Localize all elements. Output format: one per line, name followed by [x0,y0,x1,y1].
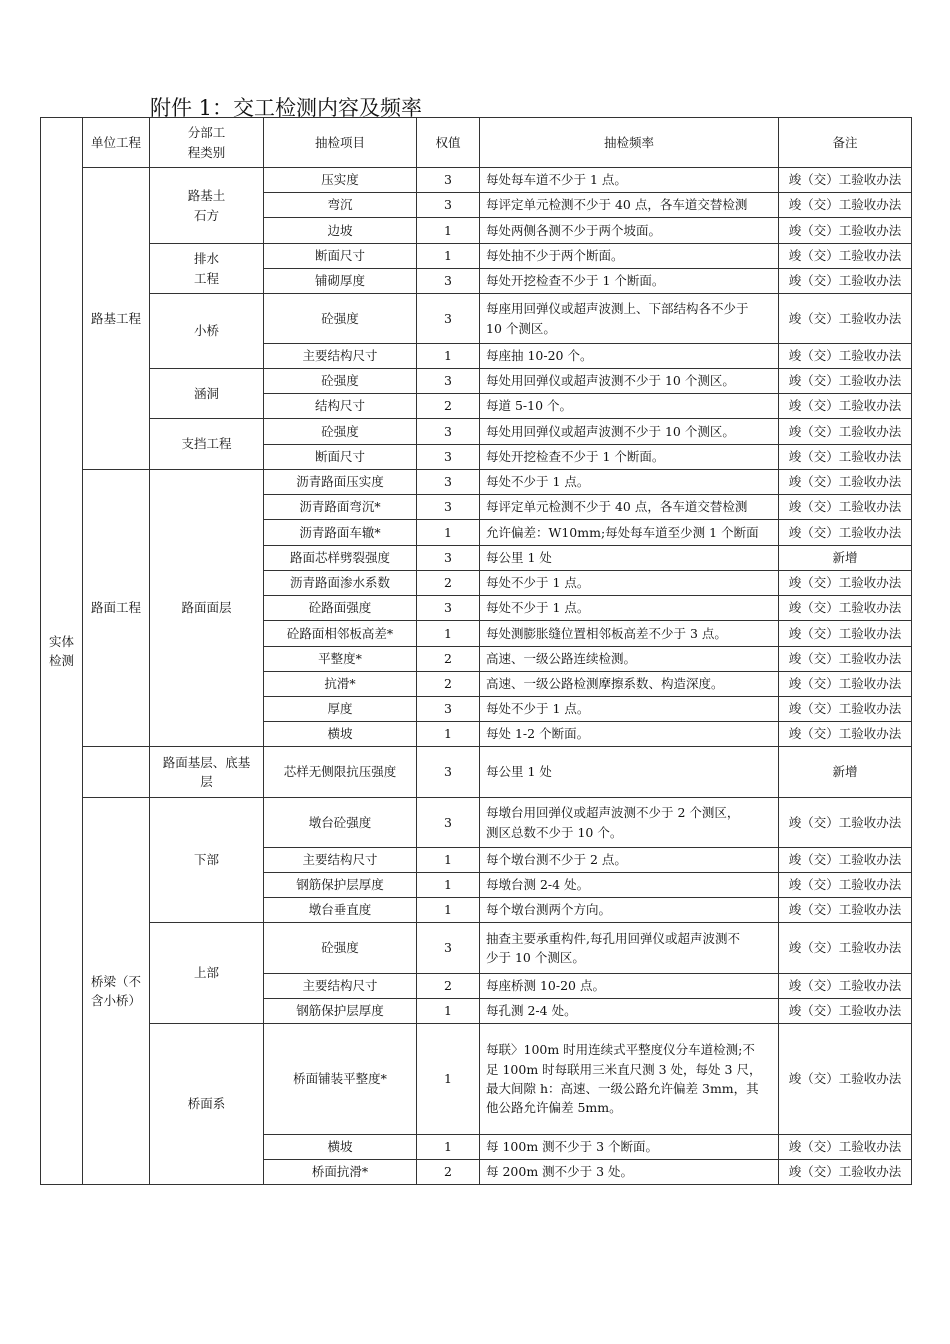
freq-cell: 每座用回弹仪或超声波测上、下部结构各不少于 10 个测区。 [480,294,779,344]
item-cell: 砼路面相邻板高差* [264,621,417,647]
item-cell: 断面尺寸 [264,445,417,470]
item-cell: 砼路面强度 [264,596,417,621]
sub-cell: 下部 [150,798,264,923]
note-cell: 竣（交）工验收办法 [779,294,912,344]
header-unit: 单位工程 [83,118,150,168]
freq-cell: 每孔测 2-4 处。 [480,999,779,1024]
unit-cell: 桥梁（不 含小桥） [83,798,150,1185]
note-cell: 竣（交）工验收办法 [779,571,912,596]
freq-cell: 每处不少于 1 点。 [480,596,779,621]
item-cell: 压实度 [264,168,417,193]
note-cell: 竣（交）工验收办法 [779,1024,912,1135]
note-cell: 竣（交）工验收办法 [779,923,912,974]
weight-cell: 2 [417,394,480,419]
note-cell: 竣（交）工验收办法 [779,193,912,218]
item-cell: 主要结构尺寸 [264,848,417,873]
weight-cell: 2 [417,647,480,672]
table-header-row [41,118,912,168]
note-cell: 竣（交）工验收办法 [779,1160,912,1185]
weight-cell: 3 [417,193,480,218]
note-cell: 竣（交）工验收办法 [779,848,912,873]
freq-cell: 每墩台测 2-4 处。 [480,873,779,898]
item-cell: 墩台垂直度 [264,898,417,923]
item-cell: 桥面铺装平整度* [264,1024,417,1135]
note-cell: 竣（交）工验收办法 [779,470,912,495]
item-cell: 横坡 [264,722,417,747]
note-cell: 竣（交）工验收办法 [779,1135,912,1160]
weight-cell: 1 [417,848,480,873]
freq-cell: 每处开挖检查不少于 1 个断面。 [480,269,779,294]
table-row [41,923,912,974]
weight-cell: 3 [417,923,480,974]
item-cell: 厚度 [264,697,417,722]
item-cell: 断面尺寸 [264,244,417,269]
item-cell: 墩台砼强度 [264,798,417,848]
note-cell: 竣（交）工验收办法 [779,621,912,647]
item-cell: 钢筋保护层厚度 [264,873,417,898]
note-cell: 竣（交）工验收办法 [779,419,912,445]
freq-cell: 每评定单元检测不少于 40 点，各车道交替检测 [480,495,779,520]
table-row [41,470,912,495]
sub-cell: 上部 [150,923,264,1024]
freq-cell: 高速、一级公路检测摩擦系数、构造深度。 [480,672,779,697]
weight-cell: 2 [417,1160,480,1185]
sub-cell: 路面面层 [150,470,264,747]
item-cell: 抗滑* [264,672,417,697]
note-cell: 竣（交）工验收办法 [779,168,912,193]
weight-cell: 3 [417,798,480,848]
freq-cell: 抽查主要承重构件,每孔用回弹仪或超声波测不 少于 10 个测区。 [480,923,779,974]
note-cell: 竣（交）工验收办法 [779,269,912,294]
note-cell: 竣（交）工验收办法 [779,344,912,369]
weight-cell: 3 [417,596,480,621]
freq-cell: 每处用回弹仪或超声波测不少于 10 个测区。 [480,419,779,445]
item-cell: 沥青路面弯沉* [264,495,417,520]
sub-cell: 路面基层、底基 层 [150,747,264,798]
weight-cell: 2 [417,672,480,697]
weight-cell: 3 [417,495,480,520]
inspection-table [40,117,912,1185]
freq-cell: 每处每车道不少于 1 点。 [480,168,779,193]
note-cell: 新增 [779,546,912,571]
note-cell: 新增 [779,747,912,798]
weight-cell: 2 [417,571,480,596]
freq-cell: 每座抽 10-20 个。 [480,344,779,369]
note-cell: 竣（交）工验收办法 [779,495,912,520]
freq-cell: 每公里 1 处 [480,546,779,571]
item-cell: 芯样无侧限抗压强度 [264,747,417,798]
weight-cell: 3 [417,294,480,344]
weight-cell: 1 [417,621,480,647]
weight-cell: 3 [417,470,480,495]
header-note: 备注 [779,118,912,168]
header-weight: 权值 [417,118,480,168]
note-cell: 竣（交）工验收办法 [779,244,912,269]
unit-cell: 路基工程 [83,168,150,470]
weight-cell: 1 [417,244,480,269]
note-cell: 竣（交）工验收办法 [779,394,912,419]
weight-cell: 1 [417,344,480,369]
table-row [41,244,912,269]
freq-cell: 每道 5-10 个。 [480,394,779,419]
freq-cell: 每 200m 测不少于 3 处。 [480,1160,779,1185]
header-item: 抽检项目 [264,118,417,168]
note-cell: 竣（交）工验收办法 [779,672,912,697]
item-cell: 沥青路面压实度 [264,470,417,495]
table-row [41,294,912,344]
weight-cell: 3 [417,168,480,193]
freq-cell: 每处用回弹仪或超声波测不少于 10 个测区。 [480,369,779,394]
table-row [41,369,912,394]
weight-cell: 1 [417,873,480,898]
freq-cell: 允许偏差：W10mm;每处每车道至少测 1 个断面 [480,520,779,546]
item-cell: 主要结构尺寸 [264,344,417,369]
note-cell: 竣（交）工验收办法 [779,596,912,621]
weight-cell: 3 [417,747,480,798]
freq-cell: 每个墩台测不少于 2 点。 [480,848,779,873]
freq-cell: 每处不少于 1 点。 [480,571,779,596]
note-cell: 竣（交）工验收办法 [779,999,912,1024]
note-cell: 竣（交）工验收办法 [779,798,912,848]
sub-cell: 桥面系 [150,1024,264,1185]
table-row [41,168,912,193]
weight-cell: 3 [417,269,480,294]
weight-cell: 3 [417,697,480,722]
table-row [41,747,912,798]
item-cell: 主要结构尺寸 [264,974,417,999]
freq-cell: 每墩台用回弹仪或超声波测不少于 2 个测区， 测区总数不少于 10 个。 [480,798,779,848]
note-cell: 竣（交）工验收办法 [779,697,912,722]
note-cell: 竣（交）工验收办法 [779,520,912,546]
weight-cell: 1 [417,999,480,1024]
freq-cell: 每联〉100m 时用连续式平整度仪分车道检测;不 足 100m 时每联用三米直尺测 3 处，每处 3 尺， 最大间隙 h：高速、一级公路允许偏差 3mm，其 他公路允许偏差 5mm。 [480,1024,779,1135]
sub-cell: 排水 工程 [150,244,264,294]
note-cell: 竣（交）工验收办法 [779,218,912,244]
freq-cell: 每处不少于 1 点。 [480,470,779,495]
item-cell: 钢筋保护层厚度 [264,999,417,1024]
weight-cell: 2 [417,974,480,999]
table-row [41,798,912,848]
unit-cell: 路面工程 [83,470,150,747]
weight-cell: 3 [417,445,480,470]
item-cell: 砼强度 [264,369,417,394]
header-freq: 抽检频率 [480,118,779,168]
weight-cell: 1 [417,898,480,923]
freq-cell: 高速、一级公路连续检测。 [480,647,779,672]
note-cell: 竣（交）工验收办法 [779,445,912,470]
weight-cell: 1 [417,1024,480,1135]
note-cell: 竣（交）工验收办法 [779,898,912,923]
freq-cell: 每处开挖检查不少于 1 个断面。 [480,445,779,470]
category-cell: 实体 检测 [41,118,83,1185]
table-row [41,419,912,445]
freq-cell: 每处不少于 1 点。 [480,697,779,722]
weight-cell: 1 [417,722,480,747]
freq-cell: 每处测膨胀缝位置相邻板高差不少于 3 点。 [480,621,779,647]
sub-cell: 路基土 石方 [150,168,264,244]
unit-cell [83,747,150,798]
note-cell: 竣（交）工验收办法 [779,873,912,898]
weight-cell: 3 [417,546,480,571]
page-title: 附件 1：交工检测内容及频率 [150,96,423,120]
sub-cell: 小桥 [150,294,264,369]
item-cell: 砼强度 [264,923,417,974]
weight-cell: 3 [417,419,480,445]
note-cell: 竣（交）工验收办法 [779,722,912,747]
weight-cell: 3 [417,369,480,394]
weight-cell: 1 [417,218,480,244]
note-cell: 竣（交）工验收办法 [779,647,912,672]
header-sub: 分部工 程类别 [150,118,264,168]
freq-cell: 每 100m 测不少于 3 个断面。 [480,1135,779,1160]
sub-cell: 涵洞 [150,369,264,419]
freq-cell: 每处 1-2 个断面。 [480,722,779,747]
item-cell: 砼强度 [264,294,417,344]
item-cell: 结构尺寸 [264,394,417,419]
item-cell: 沥青路面车辙* [264,520,417,546]
item-cell: 沥青路面渗水系数 [264,571,417,596]
item-cell: 砼强度 [264,419,417,445]
table-row [41,1024,912,1135]
item-cell: 铺砌厚度 [264,269,417,294]
freq-cell: 每公里 1 处 [480,747,779,798]
weight-cell: 1 [417,520,480,546]
sub-cell: 支挡工程 [150,419,264,470]
freq-cell: 每个墩台测两个方向。 [480,898,779,923]
note-cell: 竣（交）工验收办法 [779,974,912,999]
weight-cell: 1 [417,1135,480,1160]
item-cell: 弯沉 [264,193,417,218]
freq-cell: 每处两侧各测不少于两个坡面。 [480,218,779,244]
item-cell: 桥面抗滑* [264,1160,417,1185]
item-cell: 边坡 [264,218,417,244]
item-cell: 横坡 [264,1135,417,1160]
note-cell: 竣（交）工验收办法 [779,369,912,394]
item-cell: 路面芯样劈裂强度 [264,546,417,571]
freq-cell: 每处抽不少于两个断面。 [480,244,779,269]
item-cell: 平整度* [264,647,417,672]
freq-cell: 每评定单元检测不少于 40 点，各车道交替检测 [480,193,779,218]
freq-cell: 每座桥测 10-20 点。 [480,974,779,999]
